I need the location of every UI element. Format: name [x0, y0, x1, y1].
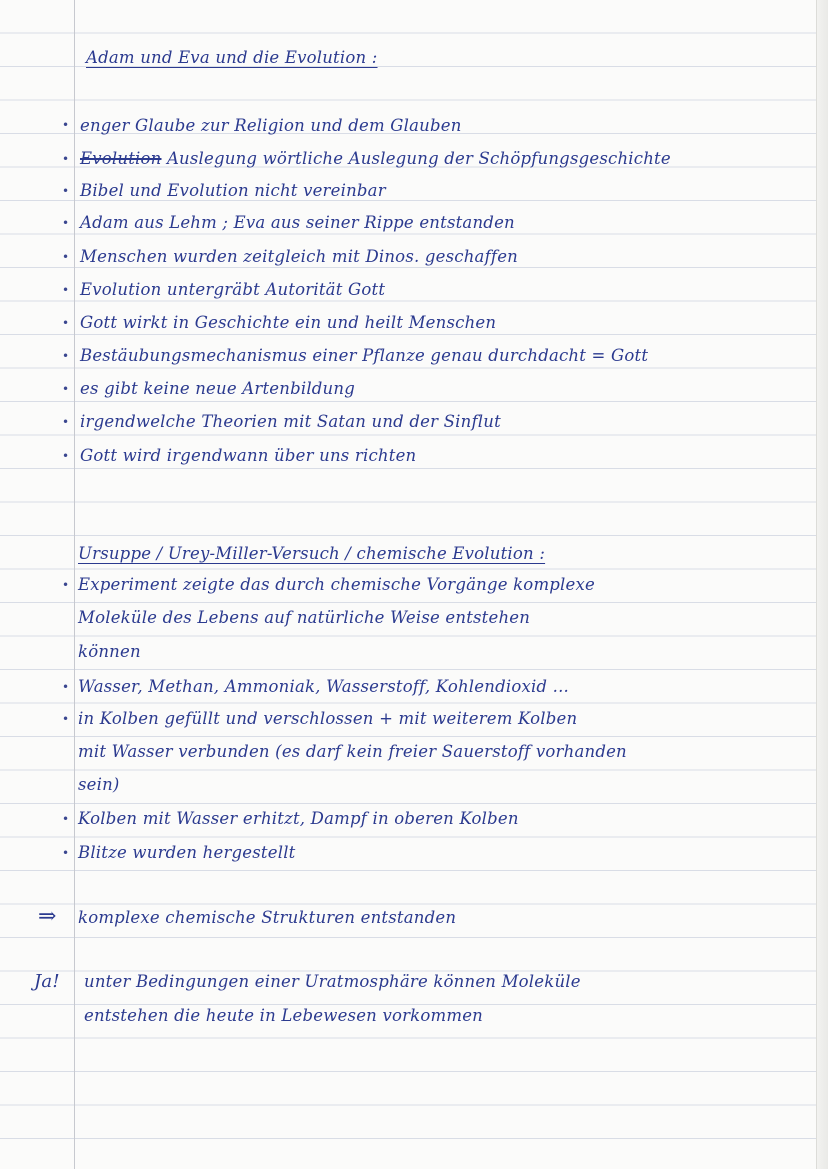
bullet-dot: • — [62, 449, 70, 463]
bullet-dot: • — [62, 712, 70, 726]
list-item: Evolution untergräbt Autorität Gott — [80, 280, 386, 299]
list-item: Gott wird irgendwann über uns richten — [80, 446, 417, 465]
list-item: Bestäubungsmechanismus einer Pflanze genau durchdacht = Gott — [80, 346, 649, 365]
list-item: Adam aus Lehm ; Eva aus seiner Rippe entstanden — [80, 213, 515, 232]
list-item: in Kolben gefüllt und verschlossen + mit weiterem Kolben — [78, 709, 578, 728]
section1-title: Adam und Eva und die Evolution : — [86, 48, 378, 67]
list-item: es gibt keine neue Artenbildung — [80, 379, 355, 398]
list-item: Bibel und Evolution nicht vereinbar — [80, 181, 386, 200]
list-item — [80, 149, 671, 168]
bullet-dot: • — [62, 680, 70, 694]
bullet-dot: • — [62, 382, 70, 396]
answer-text: unter Bedingungen einer Uratmosphäre können Moleküle — [84, 972, 581, 991]
bullet-dot: • — [62, 578, 70, 592]
bullet-dot: • — [62, 812, 70, 826]
conclusion-text: komplexe chemische Strukturen entstanden — [78, 908, 457, 927]
bullet-dot: • — [62, 283, 70, 297]
list-item: Wasser, Methan, Ammoniak, Wasserstoff, Kohlendioxid ... — [78, 677, 569, 696]
list-item: irgendwelche Theorien mit Satan und der Sinflut — [80, 412, 501, 431]
list-item: Kolben mit Wasser erhitzt, Dampf in oberen Kolben — [78, 809, 519, 828]
list-item: Gott wirkt in Geschichte ein und heilt Menschen — [80, 313, 497, 332]
answer-text-continuation: entstehen die heute in Lebewesen vorkommen — [84, 1006, 484, 1025]
section2-title: Ursuppe / Urey-Miller-Versuch / chemische Evolution : — [78, 544, 546, 563]
bullet-dot: • — [62, 250, 70, 264]
list-item: Experiment zeigte das durch chemische Vorgänge komplexe — [78, 575, 595, 594]
bullet-dot: • — [62, 349, 70, 363]
bullet-dot: • — [62, 118, 70, 132]
list-item: Blitze wurden hergestellt — [78, 843, 296, 862]
bullet-dot: • — [62, 415, 70, 429]
bullet-dot: • — [62, 846, 70, 860]
struck-word: Evolution — [80, 149, 162, 168]
list-item-continuation: sein) — [78, 775, 120, 794]
list-item-continuation: können — [78, 642, 141, 661]
page-edge — [816, 0, 828, 1169]
answer-label: Ja! — [34, 971, 60, 992]
conclusion-arrow: ⇒ — [38, 904, 57, 929]
list-item-text: Auslegung wörtliche Auslegung der Schöpfungsgeschichte — [166, 149, 671, 168]
list-item-continuation: Moleküle des Lebens auf natürliche Weise entstehen — [78, 608, 531, 627]
list-item-continuation: mit Wasser verbunden (es darf kein freier Sauerstoff vorhanden — [78, 742, 627, 761]
bullet-dot: • — [62, 216, 70, 230]
list-item: enger Glaube zur Religion und dem Glauben — [80, 116, 462, 135]
list-item: Menschen wurden zeitgleich mit Dinos. geschaffen — [80, 247, 518, 266]
bullet-dot: • — [62, 184, 70, 198]
bullet-dot: • — [62, 152, 70, 166]
margin-line — [74, 0, 75, 1169]
bullet-dot: • — [62, 316, 70, 330]
